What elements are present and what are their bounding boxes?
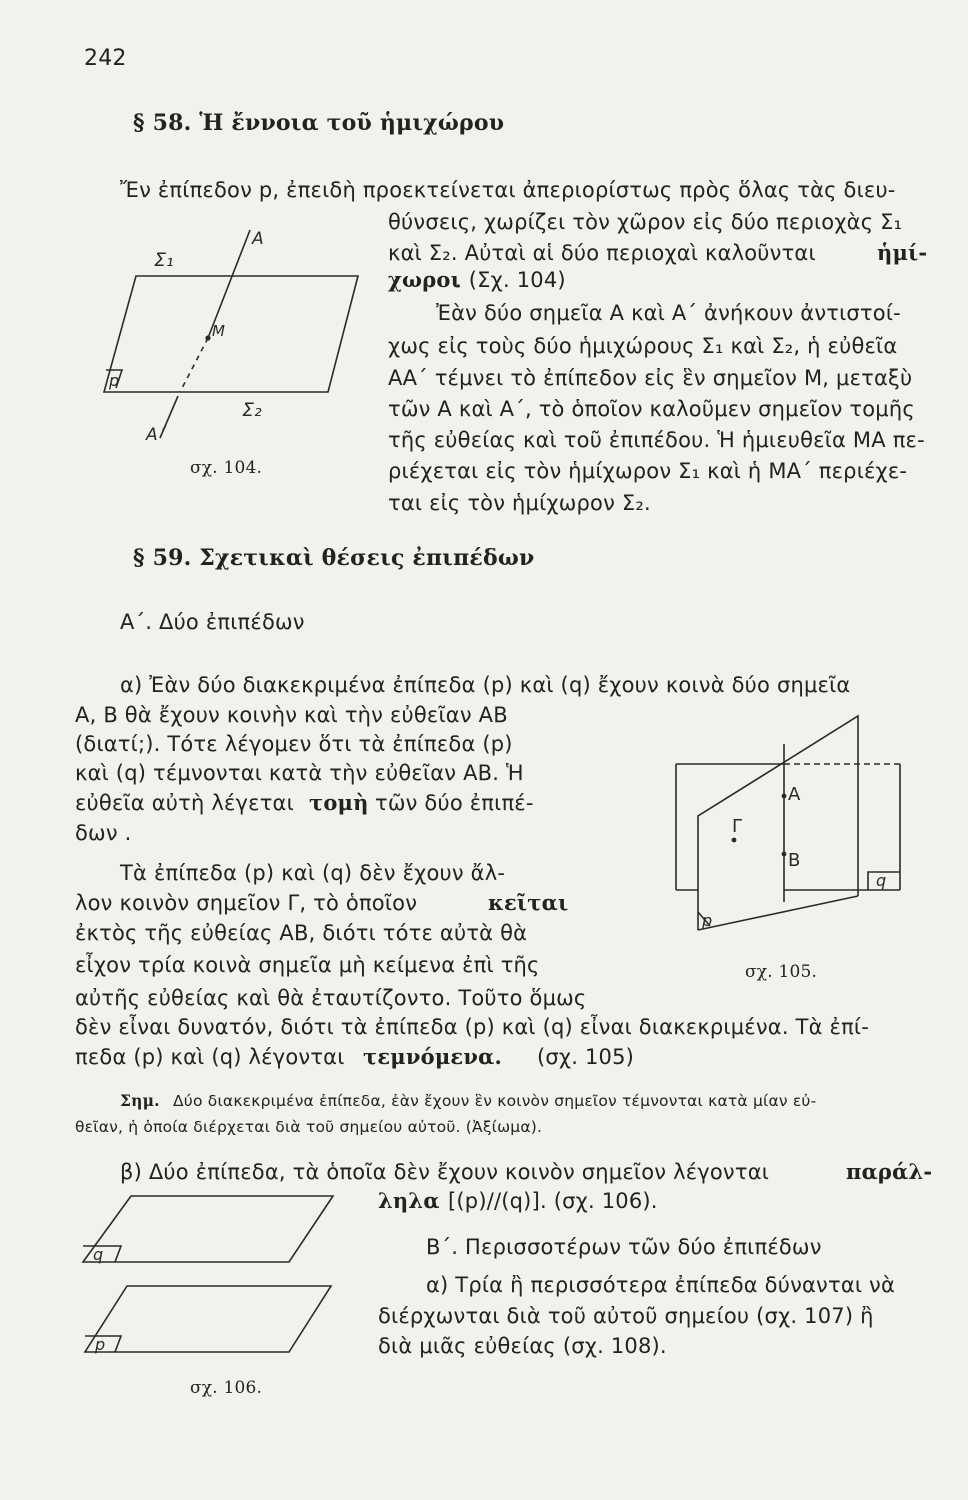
sec59-d-line-2: διέρχωνται διὰ τοῦ αὐτοῦ σημείου (σχ. 107) ἢ — [378, 1304, 874, 1328]
term-hemi: ἡμί- — [877, 240, 928, 265]
sec59-a-line-6: δων . — [75, 821, 132, 845]
fig105-label-g: Γ — [732, 816, 743, 837]
sec59-b-line-5: αὐτῆς εὐθείας καὶ θὰ ἐταυτίζοντο. Τοῦτο ὅμως — [75, 986, 587, 1010]
fig104-label-a-prime: Α΄ — [146, 425, 167, 445]
fig104-label-m: Μ — [212, 322, 225, 340]
sec58-line-1: Ἔν ἐπίπεδον p, ἐπειδὴ προεκτείνεται ἀπεριορίστως πρὸς ὅλας τὰς διευ- — [120, 178, 896, 202]
fig106-label-p: p — [95, 1335, 106, 1354]
term-temnomena: τεμνόμενα. — [363, 1044, 503, 1069]
sec58-line-9: τῆς εὐθείας καὶ τοῦ ἐπιπέδου. Ἡ ἡμιευθεῖα ΜΑ πε- — [388, 428, 925, 452]
sec59-a-line-5a: εὐθεῖα αὐτὴ λέγεται — [75, 791, 294, 815]
sec59-b-line-2a: λον κοινὸν σημεῖον Γ, τὸ ὁποῖον — [75, 891, 418, 915]
sec58-line-11: ται εἰς τὸν ἡμίχωρον Σ₂. — [388, 491, 651, 515]
sec59-a-line-5c: τῶν δύο ἐπιπέ- — [375, 791, 534, 815]
sec59-a-line-3: (διατί;). Τότε λέγομεν ὅτι τὰ ἐπίπεδα (p) — [75, 732, 513, 756]
fig105-caption: σχ. 105. — [745, 962, 818, 982]
section-59-heading: § 59. Σχετικαὶ θέσεις ἐπιπέδων — [133, 545, 535, 571]
note-line-2: θεῖαν, ἡ ὁποία διέρχεται διὰ τοῦ σημείου αὐτοῦ. (Ἀξίωμα). — [75, 1118, 543, 1136]
sec58-line-7: ΑΑ΄ τέμνει τὸ ἐπίπεδον εἰς ἓν σημεῖον Μ, μεταξὺ — [388, 366, 913, 390]
sec59-b-line-7a: πεδα (p) καὶ (q) λέγονται — [75, 1045, 345, 1069]
sec59-b-line-6: δὲν εἶναι δυνατόν, διότι τὰ ἐπίπεδα (p) καὶ (q) εἶναι διακεκριμένα. Τὰ ἐπί- — [75, 1015, 869, 1039]
fig104-label-a: Α — [252, 229, 264, 249]
sec59-a-line-1: α) Ἐὰν δύο διακεκριμένα ἐπίπεδα (p) καὶ (q) ἔχουν κοινὰ δύο σημεῖα — [120, 673, 851, 697]
sec59-c-line-2b: [(p)//(q)]. (σχ. 106). — [448, 1189, 658, 1213]
fig105-label-b: Β — [788, 850, 801, 871]
fig104-caption: σχ. 104. — [190, 458, 263, 478]
sec58-line-8: τῶν Α καὶ Α΄, τὸ ὁποῖον καλοῦμεν σημεῖον τομῆς — [388, 397, 915, 421]
page-number: 242 — [84, 46, 127, 71]
note-label: Σημ. — [120, 1091, 160, 1110]
fig105-label-p: p — [702, 911, 713, 930]
term-keitai: κεῖται — [488, 890, 569, 915]
sec59-b-line-1: Τὰ ἐπίπεδα (p) καὶ (q) δὲν ἔχουν ἄλ- — [120, 861, 506, 885]
sec59-d-line-1: α) Τρία ἢ περισσότερα ἐπίπεδα δύνανται νὰ — [426, 1273, 896, 1297]
term-parallila-1: παράλ- — [846, 1159, 933, 1184]
sec58-line-5: Ἐὰν δύο σημεῖα Α καὶ Α΄ ἀνήκουν ἀντιστοί- — [436, 301, 901, 325]
sec59-a-line-2: Α, Β θὰ ἔχουν κοινὴν καὶ τὴν εὐθεῖαν ΑΒ — [75, 703, 508, 727]
sec58-line-4b: . (Σχ. 104) — [455, 268, 566, 292]
fig104-label-s2: Σ₂ — [242, 399, 262, 421]
fig105-label-a: Α — [788, 784, 801, 805]
sec58-line-10: ριέχεται εἰς τὸν ἡμίχωρον Σ₁ καὶ ἡ ΜΑ΄ περιέχε- — [388, 459, 908, 483]
subsection-a-heading: Α΄. Δύο ἐπιπέδων — [120, 610, 305, 634]
sec58-line-6: χως εἰς τοὺς δύο ἡμιχώρους Σ₁ καὶ Σ₂, ἡ εὐθεῖα — [388, 334, 898, 358]
sec59-a-line-4: καὶ (q) τέμνονται κατὰ τὴν εὐθεῖαν ΑΒ. Ἡ — [75, 761, 524, 785]
sec59-b-line-7c: (σχ. 105) — [537, 1045, 635, 1069]
sec58-line-2: θύνσεις, χωρίζει τὸν χῶρον εἰς δύο περιοχὰς Σ₁ — [388, 210, 903, 234]
subsection-b-heading: Β΄. Περισσοτέρων τῶν δύο ἐπιπέδων — [426, 1235, 822, 1259]
figure-106 — [75, 1190, 345, 1365]
fig106-label-q: q — [93, 1245, 104, 1264]
sec59-b-line-3: ἐκτὸς τῆς εὐθείας ΑΒ, διότι τότε αὐτὰ θὰ — [75, 921, 528, 945]
fig105-label-q: q — [876, 871, 887, 890]
sec59-d-line-3: διὰ μιᾶς εὐθείας (σχ. 108). — [378, 1334, 667, 1358]
note-line-1: Δύο διακεκριμένα ἐπίπεδα, ἐὰν ἔχουν ἓν κοινὸν σημεῖον τέμνονται κατὰ μίαν εὐ- — [173, 1092, 817, 1110]
sec59-b-line-4: εἶχον τρία κοινὰ σημεῖα μὴ κείμενα ἐπὶ τῆς — [75, 953, 540, 977]
fig104-label-s1: Σ₁ — [154, 249, 174, 271]
sec58-line-3a: καὶ Σ₂. Αὐταὶ αἱ δύο περιοχαὶ καλοῦνται — [388, 241, 816, 265]
fig104-label-p: p — [109, 371, 120, 390]
term-tomi: τομὴ — [309, 790, 369, 815]
fig106-caption: σχ. 106. — [190, 1378, 263, 1398]
sec59-c-line-1a: β) Δύο ἐπίπεδα, τὰ ὁποῖα δὲν ἔχουν κοινὸν σημεῖον λέγονται — [120, 1160, 770, 1184]
figure-105 — [670, 712, 910, 952]
section-58-heading: § 58. Ἡ ἔννοια τοῦ ἡμιχώρου — [133, 110, 505, 136]
term-parallila-2: ληλα — [378, 1188, 440, 1213]
term-choroi: χωροι — [388, 267, 461, 292]
